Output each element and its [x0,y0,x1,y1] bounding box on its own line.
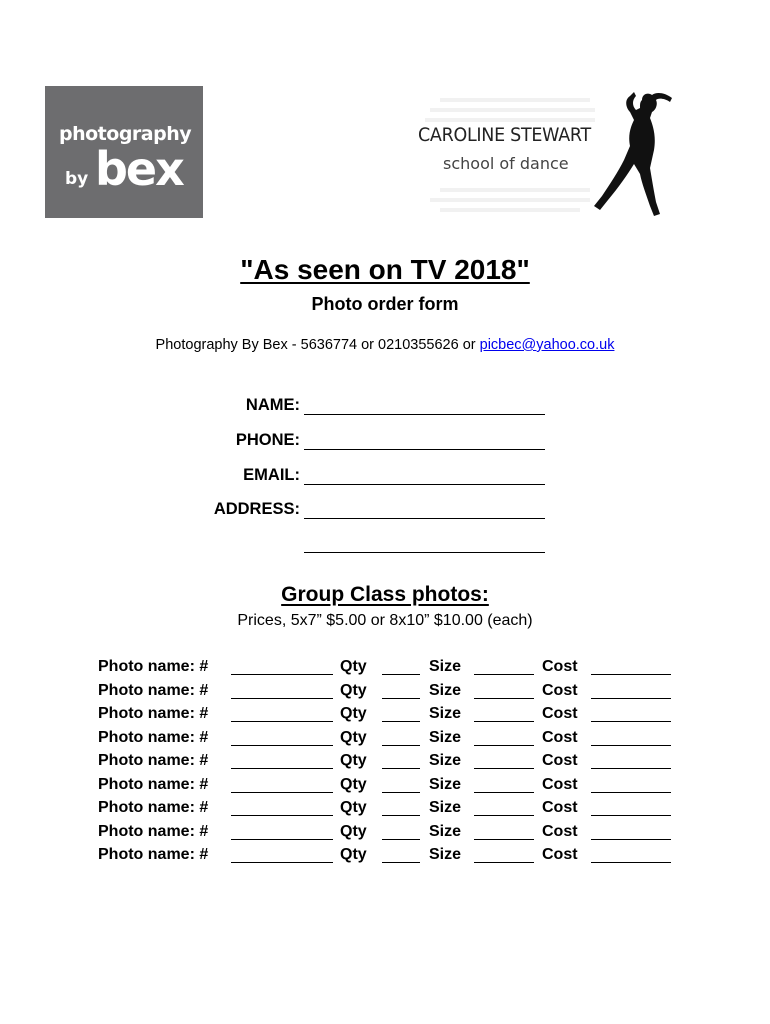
qty-line[interactable] [382,674,420,675]
size-line[interactable] [474,698,534,699]
cost-line[interactable] [591,839,671,840]
qty-line[interactable] [382,698,420,699]
cost-label: Cost [542,705,578,722]
qty-label: Qty [340,775,367,793]
address-field[interactable] [150,500,550,522]
photo-name-label: Photo name: # [98,846,209,863]
photo-number-line[interactable] [231,792,333,793]
name-label: NAME: [245,396,300,414]
photo-name-label: Photo name: # [98,681,209,699]
photo-name-label: Photo name: # [98,705,209,722]
photo-number-line[interactable] [231,815,333,816]
photo-name-label: Photo name: # [98,728,209,746]
cost-line[interactable] [591,674,671,675]
photo-name-label: Photo name: # [98,799,209,816]
qty-label: Qty [340,846,367,863]
order-row [98,797,678,821]
cost-label: Cost [542,775,578,793]
qty-label: Qty [340,705,367,722]
cost-line[interactable] [591,815,671,816]
email-line[interactable] [304,484,545,485]
cost-label: Cost [542,846,578,863]
contact-text: Photography By Bex - 5636774 or 0210355626 or [155,337,480,353]
address-label: ADDRESS: [213,500,300,518]
size-line[interactable] [474,862,534,863]
photo-number-line[interactable] [231,862,333,863]
photo-name-label: Photo name: # [98,658,209,675]
size-line[interactable] [474,839,534,840]
qty-label: Qty [340,728,367,746]
contact-line [0,337,770,353]
order-row [98,750,678,774]
qty-line[interactable] [382,745,420,746]
qty-label: Qty [340,822,367,840]
size-line[interactable] [474,815,534,816]
qty-line[interactable] [382,815,420,816]
size-label: Size [429,799,462,816]
qty-line[interactable] [382,862,420,863]
photo-number-line[interactable] [231,839,333,840]
qty-line[interactable] [382,839,420,840]
photo-name-label: Photo name: # [98,822,209,840]
page-subtitle: Photo order form [311,294,459,314]
dancer-silhouette-icon [590,88,682,220]
cost-line[interactable] [591,792,671,793]
order-row [98,656,678,680]
cost-label: Cost [542,658,578,675]
photo-number-line[interactable] [231,745,333,746]
name-line[interactable] [304,414,545,415]
photography-by-bex-logo [45,86,203,218]
name-field[interactable] [150,396,550,418]
size-line[interactable] [474,674,534,675]
cost-label: Cost [542,752,578,769]
order-row [98,844,678,868]
cost-line[interactable] [591,698,671,699]
phone-line[interactable] [304,449,545,450]
qty-label: Qty [340,658,367,675]
cost-label: Cost [542,822,578,840]
phone-field[interactable] [150,431,550,453]
cost-line[interactable] [591,862,671,863]
size-line[interactable] [474,745,534,746]
email-label: EMAIL: [243,466,300,484]
size-label: Size [429,822,462,840]
size-label: Size [429,658,462,675]
qty-line[interactable] [382,768,420,769]
logo-school-name: CAROLINE STEWART [418,124,591,146]
photo-number-line[interactable] [231,768,333,769]
qty-line[interactable] [382,721,420,722]
size-label: Size [429,681,462,699]
photo-name-label: Photo name: # [98,752,209,769]
logo-text-bex: bex [95,142,183,196]
email-link[interactable]: picbec@yahoo.co.uk [479,337,615,353]
size-label: Size [429,752,462,769]
caroline-stewart-dance-logo [410,88,690,223]
photo-number-line[interactable] [231,721,333,722]
cost-line[interactable] [591,768,671,769]
size-label: Size [429,775,462,793]
cost-label: Cost [542,799,578,816]
cost-label: Cost [542,728,578,746]
address-line[interactable] [304,518,545,519]
photo-number-line[interactable] [231,674,333,675]
cost-label: Cost [542,681,578,699]
address-line-2[interactable] [304,552,545,553]
page-title: "As seen on TV 2018" [240,254,530,285]
cost-line[interactable] [591,745,671,746]
qty-label: Qty [340,799,367,816]
order-row [98,703,678,727]
size-line[interactable] [474,792,534,793]
size-label: Size [429,728,462,746]
order-row [98,680,678,704]
size-label: Size [429,705,462,722]
size-label: Size [429,846,462,863]
qty-label: Qty [340,752,367,769]
logo-text-photography: photography [59,123,192,145]
logo-text-by: by [65,169,89,189]
qty-label: Qty [340,681,367,699]
phone-label: PHONE: [235,431,300,449]
prices-text: Prices, 5x7” $5.00 or 8x10” $10.00 (each) [237,612,533,629]
qty-line[interactable] [382,792,420,793]
order-rows [98,656,678,868]
order-row [98,821,678,845]
size-line[interactable] [474,721,534,722]
order-row [98,774,678,798]
order-row [98,727,678,751]
email-field[interactable] [150,466,550,488]
cost-line[interactable] [591,721,671,722]
photo-name-label: Photo name: # [98,775,209,793]
size-line[interactable] [474,768,534,769]
photo-number-line[interactable] [231,698,333,699]
logo-school-sub: school of dance [443,154,569,173]
group-class-heading: Group Class photos: [281,583,489,606]
